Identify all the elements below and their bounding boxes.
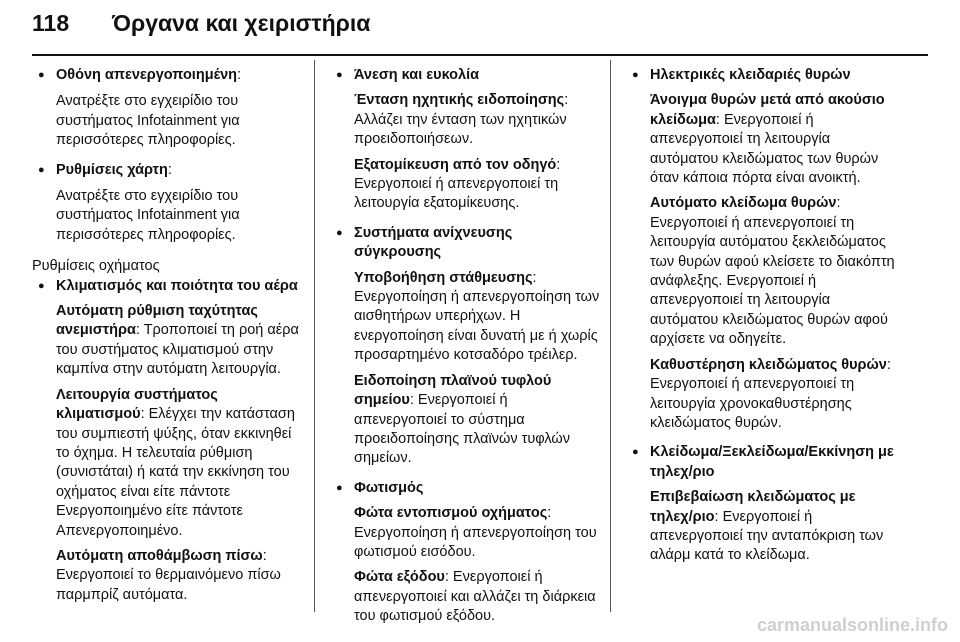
paragraph <box>650 194 896 349</box>
term: Καθυστέρηση κλειδώματος θυρών <box>650 356 887 373</box>
description: : Ενεργοποίηση ή απενεργοποίηση του φωτισμού εισόδου. <box>354 505 597 560</box>
page-header <box>32 10 370 50</box>
description: : Ενεργοποιεί ή απενεργοποιεί την ανταπόκριση των αλάρμ κατά το κλείδωμα. <box>650 508 884 564</box>
term: Ειδοποίηση πλαϊνού τυφλού σημείου <box>354 372 552 409</box>
bullet-title: ● Φωτισμός <box>354 479 424 496</box>
description: : Ενεργοποιεί ή απενεργοποιεί τη λειτουργία εξατομίκευσης. <box>354 156 561 212</box>
term: Άνοιγμα θυρών μετά από ακούσιο κλείδωμα <box>650 92 885 128</box>
description: : Ενεργοποιεί ή απενεργοποιεί τη λειτουργία αυτόματου κλειδώματος των θυρών όταν κάποια πόρτα είναι ανοικτή. <box>650 111 879 187</box>
section-heading: Ρυθμίσεις οχήματος <box>32 258 160 275</box>
bullet-text: Ανατρέξτε στο εγχειρίδιο του συστήματος Infotainment για περισσότερες πληροφορίες. <box>56 188 240 243</box>
paragraph <box>56 302 302 380</box>
paragraph <box>354 504 600 562</box>
term: Φώτα εξόδου <box>354 569 445 586</box>
bullet-display-off <box>32 66 302 151</box>
term: Αυτόματο κλείδωμα θυρών <box>650 195 837 212</box>
bullet-map-settings <box>32 161 302 246</box>
colon: : <box>167 161 172 178</box>
bullet-title: ● Κλιματισμός και ποιότητα του αέρα <box>56 277 298 294</box>
description: : Αλλάζει την ένταση των ηχητικών προειδοποιήσεων. <box>354 92 569 148</box>
spacer <box>32 151 302 161</box>
paragraph <box>354 91 600 149</box>
colon: : <box>237 67 242 83</box>
paragraph <box>650 356 896 434</box>
bullet-title: ● Κλείδωμα/Ξεκλείδωμα/Εκκίνηση με τηλεχ/ριο <box>650 444 894 480</box>
bullet-text: Ανατρέξτε στο εγχειρίδιο του συστήματος Infotainment για περισσότερες πληροφορίες. <box>56 93 240 149</box>
description: : Ενεργοποιεί ή απενεργοποιεί τη λειτουργία χρονοκαθυστέρησης κλειδώματος θυρών. <box>650 356 891 431</box>
term: Φώτα εντοπισμού οχήματος <box>354 505 548 522</box>
description: : Ενεργοποίηση ή απενεργοποίηση των αισθητήρων υπερήχων. Η ενεργοποίηση είναι δυνατή με ή χωρίς προσαρτημένο κοτσαδόρο τρέιλερ. <box>354 269 600 364</box>
description: : Ενεργοποιεί ή απενεργοποιεί και αλλάζει τη διάρκεια του φωτισμού εξόδου. <box>354 569 596 625</box>
description: : Τροποποιεί τη ροή αέρα του συστήματος κλιματισμού στην καμπίνα στην αυτόματη λειτουργία. <box>56 322 299 378</box>
bullet-collision <box>330 224 600 469</box>
spacer <box>330 469 600 479</box>
bullet-lighting <box>330 479 600 627</box>
column-divider-1 <box>314 60 315 612</box>
paragraph <box>354 372 600 469</box>
term: Υποβοήθηση στάθμευσης <box>354 269 533 286</box>
bullet-remote <box>626 443 896 565</box>
term: Λειτουργία συστήματος κλιματισμού <box>56 386 218 423</box>
paragraph <box>354 568 600 626</box>
watermark: carmanualsonline.info <box>756 615 948 635</box>
bullet-climate <box>32 277 302 606</box>
spacer <box>330 214 600 224</box>
bullet-door-locks <box>626 66 896 433</box>
term: Εξατομίκευση από τον οδηγό <box>354 156 557 173</box>
paragraph <box>354 156 600 214</box>
page-number: 118 <box>32 10 70 36</box>
bullet-title: Ρυθμίσεις χάρτη <box>56 161 168 178</box>
paragraph <box>650 91 896 188</box>
bullet-comfort <box>330 66 600 214</box>
spacer <box>626 433 896 443</box>
column-1 <box>32 66 302 605</box>
bullet-title: ● Ηλεκτρικές κλειδαριές θυρών <box>650 67 851 83</box>
paragraph <box>56 547 302 605</box>
description: : Ενεργοποιεί ή απενεργοποιεί το σύστημα προειδοποίησης πλαϊνών τυφλών σημείων. <box>354 392 570 467</box>
description: : Ελέγχει την κατάσταση του συμπιεστή ψύξης, όταν εκκινηθεί το όχημα. Η τελευταία ρύθμιση (συνιστάται) ή κατά την εκκίνηση του οχήματος είναι είτε πάντοτε Ενεργοποιημένο είτε πάντοτε Απενεργοποιημένο. <box>56 406 295 539</box>
term: Αυτόματη αποθάμβωση πίσω <box>56 547 263 564</box>
paragraph <box>650 488 896 566</box>
header-rule <box>32 54 928 56</box>
term: Ένταση ηχητικής ειδοποίησης <box>354 92 565 109</box>
description: : Ενεργοποιεί ή απενεργοποιεί τη λειτουργία αυτόματου ξεκλειδώματος των θυρών αφού κλείσετε το διακόπτη ανάφλεξης. Ενεργοποιεί ή απενεργοποιεί τη λειτουργία αυτόματου κλειδώματος θυρών αφού αρχίσετε να οδηγείτε. <box>650 195 895 348</box>
column-3 <box>626 66 896 566</box>
term: Αυτόματη ρύθμιση ταχύτητας ανεμιστήρα <box>56 303 258 339</box>
column-divider-2 <box>610 60 611 612</box>
term: Επιβεβαίωση κλειδώματος με τηλεχ/ριο <box>650 489 856 525</box>
paragraph <box>56 386 302 541</box>
bullet-title: ● Συστήματα ανίχνευσης σύγκρουσης <box>354 224 513 261</box>
paragraph <box>354 269 600 366</box>
bullet-title: ● Άνεση και ευκολία <box>354 67 480 83</box>
column-2 <box>330 66 600 627</box>
bullet-title: Οθόνη απενεργοποιημένη <box>56 67 238 83</box>
page-title: Όργανα και χειριστήρια <box>112 10 371 36</box>
description: : Ενεργοποιεί το θερμαινόμενο πίσω παρμπρίζ αυτόματα. <box>56 547 281 603</box>
